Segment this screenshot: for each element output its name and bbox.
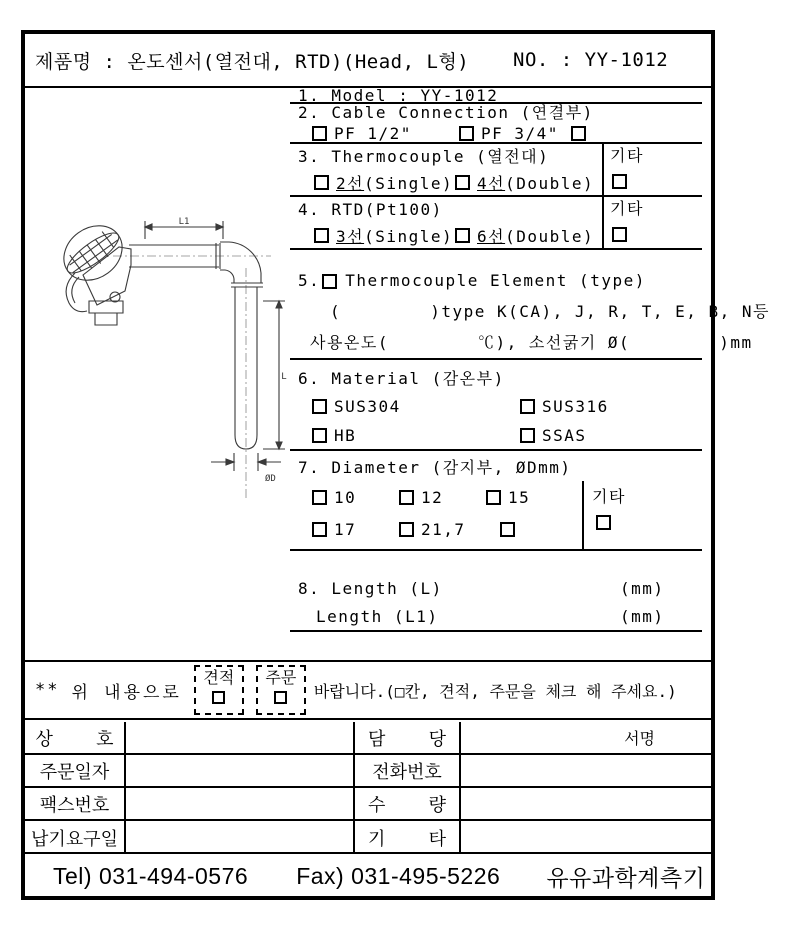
product-title: 제품명 : 온도센서(열전대, RTD)(Head, L형) [35, 50, 470, 73]
etc-label: 기타 [592, 487, 626, 506]
checkbox-dia-15[interactable] [486, 490, 501, 505]
checkbox-ssas[interactable] [520, 428, 535, 443]
item-cable-connection [290, 104, 702, 144]
checkbox-dia-12[interactable] [399, 490, 414, 505]
checkbox-dia-10[interactable] [312, 490, 327, 505]
checkbox-rtd-other[interactable] [612, 227, 627, 242]
checkbox-estimate[interactable] [212, 691, 225, 704]
checkbox-dia-other[interactable] [596, 515, 611, 530]
option-label: 6선(Double) [477, 227, 595, 246]
item-rtd-title: 4. RTD(Pt100) [298, 200, 443, 219]
checkbox-rtd-6wire[interactable] [455, 228, 470, 243]
option-label: 10 [334, 487, 357, 507]
estimate-label: 견적 [203, 668, 235, 687]
option-label: 15 [508, 487, 531, 507]
option-label: 4선(Double) [477, 174, 595, 193]
diameter-etc [582, 481, 702, 549]
option-label: HB [334, 426, 357, 445]
footer-tel: Tel) 031-494-0576 [53, 862, 249, 889]
item-element-title: Thermocouple Element (type) [345, 271, 646, 290]
option-label: SUS316 [542, 397, 609, 416]
field-person-signature[interactable]: 서명 [461, 722, 711, 755]
checkbox-sus304[interactable] [312, 399, 327, 414]
order-label: 주문 [265, 668, 297, 687]
spec-form [290, 86, 771, 660]
option-label: PF 1/2" [334, 123, 412, 143]
option-label: SSAS [542, 426, 587, 445]
label-fax: 팩스번호 [25, 788, 126, 821]
label-company: 상 호 [25, 722, 126, 755]
thermocouple-etc [602, 144, 702, 195]
checkbox-pf-threequarter[interactable] [459, 126, 474, 141]
checkbox-hb[interactable] [312, 428, 327, 443]
customer-info-table [25, 722, 711, 854]
label-etc: 기 타 [355, 821, 461, 854]
sensor-drawing [53, 213, 293, 513]
item-model: 1. Model : YY-1012 [290, 88, 702, 104]
checkbox-tc-other[interactable] [612, 174, 627, 189]
document-number: NO. : YY-1012 [513, 49, 669, 71]
field-delivery-date[interactable] [126, 821, 355, 854]
etc-label: 기타 [610, 146, 644, 165]
element-type-line: ( )type K(CA), J, R, T, E, B, N등 [330, 302, 771, 321]
checkbox-cable-other[interactable] [571, 126, 586, 141]
request-note [25, 662, 711, 720]
checkbox-tc-2wire[interactable] [314, 175, 329, 190]
element-usage-line: 사용온도( ℃), 소선굵기 Ø( )mm [310, 333, 753, 352]
item-number: 5. [298, 271, 321, 290]
item-thermocouple-title: 3. Thermocouple (열전대) [298, 147, 550, 166]
field-company[interactable] [126, 722, 355, 755]
checkbox-dia-blank[interactable] [500, 522, 515, 537]
option-label: 17 [334, 519, 357, 539]
checkbox-sus316[interactable] [520, 399, 535, 414]
option-label: SUS304 [334, 397, 401, 416]
item-material-title: 6. Material (감온부) [298, 369, 505, 388]
option-label: 12 [421, 487, 444, 507]
checkbox-dia-21-7[interactable] [399, 522, 414, 537]
footer-fax: Fax) 031-495-5226 [296, 862, 501, 889]
checkbox-pf-half[interactable] [312, 126, 327, 141]
item-thermocouple [290, 144, 702, 197]
option-label: 21,7 [421, 519, 466, 539]
length-l1-label: Length (L1) [316, 607, 439, 626]
field-order-date[interactable] [126, 755, 355, 788]
label-phone: 전화번호 [355, 755, 461, 788]
field-fax[interactable] [126, 788, 355, 821]
dim-label-l: L [281, 372, 287, 382]
dim-label-d: ØD [265, 474, 276, 484]
order-form-document [21, 30, 771, 900]
order-check-box[interactable] [256, 665, 306, 715]
checkbox-tc-4wire[interactable] [455, 175, 470, 190]
contact-footer [25, 856, 711, 896]
item-diameter [290, 451, 702, 551]
main-section [25, 86, 771, 662]
etc-label: 기타 [610, 199, 644, 218]
item-rtd [290, 197, 702, 250]
length-l-unit: (mm) [620, 579, 665, 598]
label-delivery-date: 납기요구일 [25, 821, 126, 854]
document-header [25, 34, 711, 88]
note-stars: ** [35, 680, 60, 700]
item-cable-title: 2. Cable Connection (연결부) [298, 103, 594, 122]
estimate-check-box[interactable] [194, 665, 244, 715]
label-person-in-charge: 담 당 [355, 722, 461, 755]
label-order-date: 주문일자 [25, 755, 126, 788]
note-text-after: 바랍니다.(□칸, 견적, 주문을 체크 해 주세요.) [313, 681, 677, 701]
footer-company-name: 유유과학계측기 [546, 864, 706, 891]
length-l1-unit: (mm) [620, 607, 665, 626]
l-type-sensor-diagram [53, 213, 293, 513]
checkbox-dia-17[interactable] [312, 522, 327, 537]
rtd-etc [602, 197, 702, 248]
checkbox-rtd-3wire[interactable] [314, 228, 329, 243]
note-text-before: 위 내용으로 [71, 682, 182, 703]
item-material [290, 360, 702, 451]
field-phone[interactable] [461, 755, 711, 788]
checkbox-order[interactable] [274, 691, 287, 704]
item-length [290, 551, 702, 632]
dim-label-l1: L1 [178, 217, 190, 227]
option-label: 2선(Single) [336, 174, 454, 193]
item-tc-element [290, 250, 771, 360]
label-quantity: 수 량 [355, 788, 461, 821]
length-l-label: 8. Length (L) [298, 579, 443, 598]
field-etc[interactable] [461, 821, 711, 854]
option-label: 3선(Single) [336, 227, 454, 246]
item-diameter-title: 7. Diameter (감지부, ØDmm) [298, 458, 572, 477]
checkbox-tc-element[interactable] [322, 274, 337, 289]
field-quantity[interactable] [461, 788, 711, 821]
option-label: PF 3/4" [481, 123, 559, 143]
